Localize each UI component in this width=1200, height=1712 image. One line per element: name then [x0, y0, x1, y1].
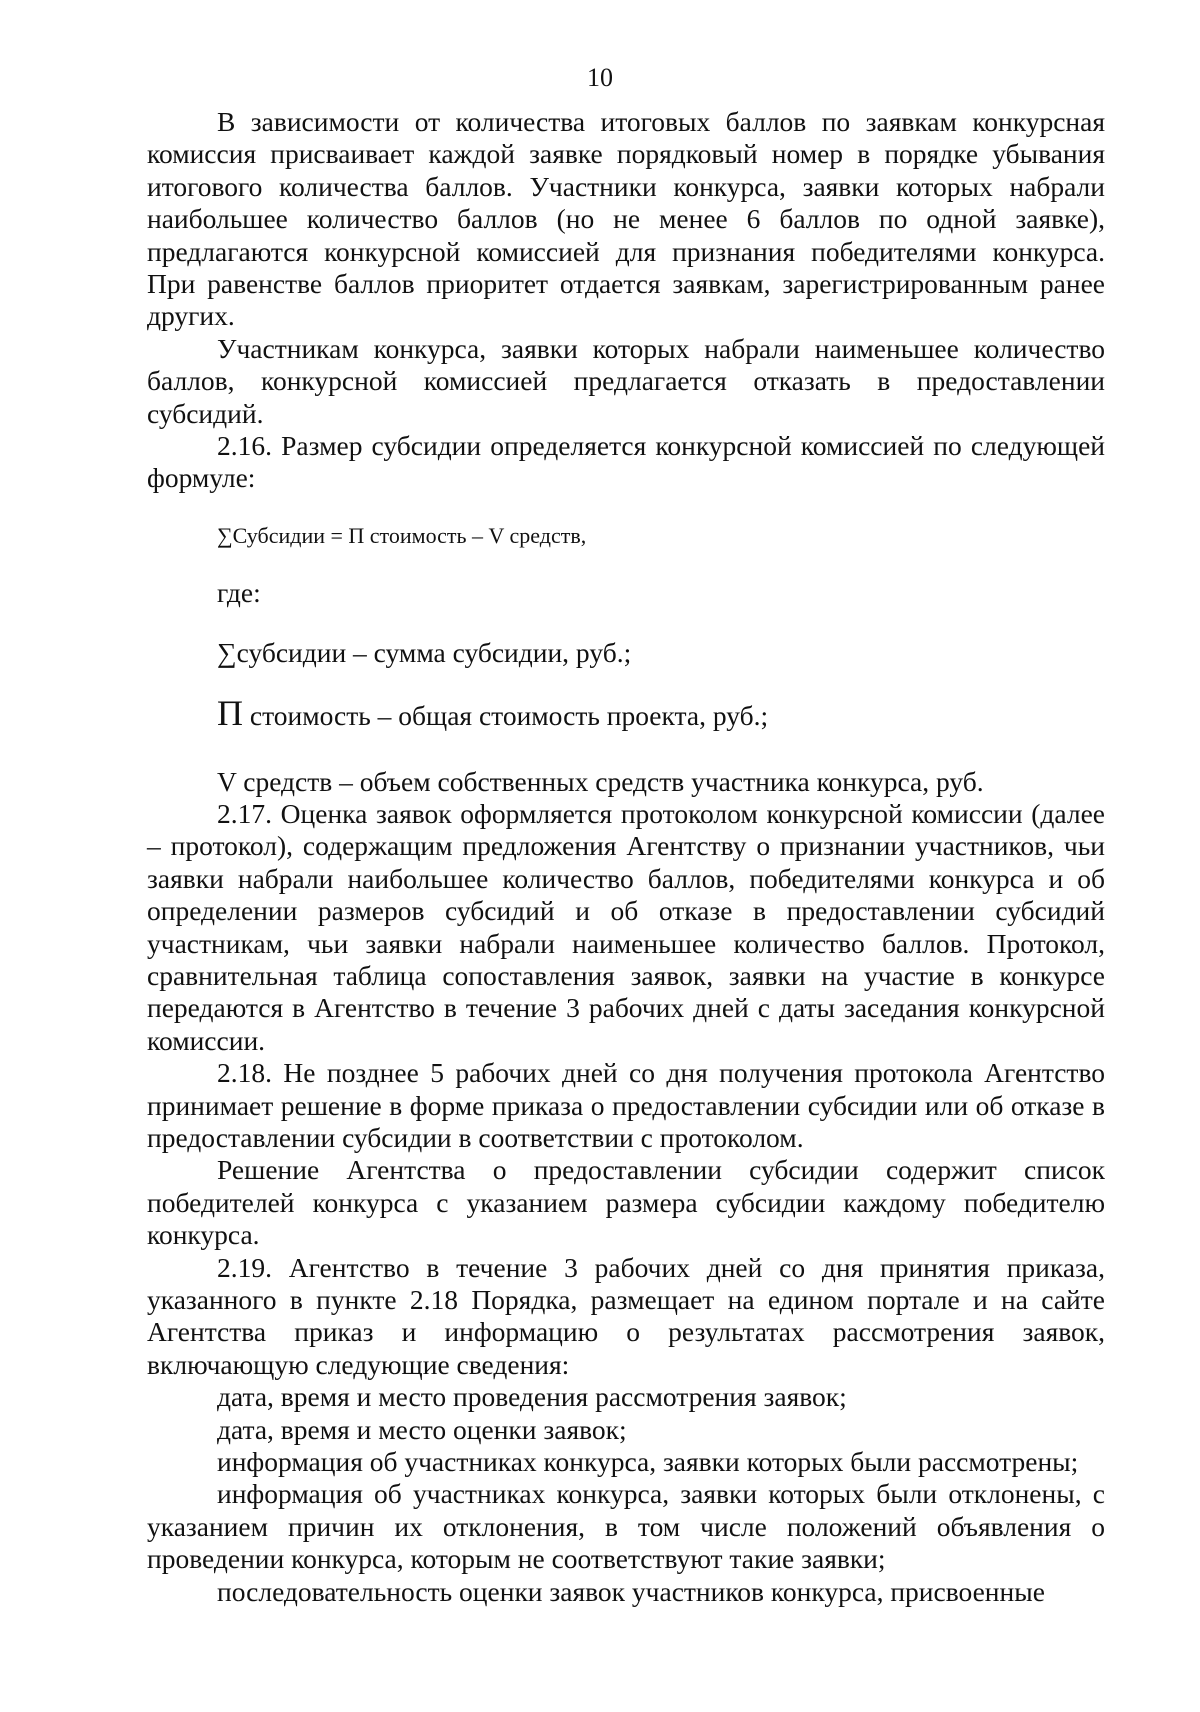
page-number: 10 [587, 63, 613, 92]
sum-symbol: ∑ [217, 636, 237, 668]
formula-def-cost [217, 692, 1105, 733]
list-item: дата, время и место оценки заявок; [217, 1413, 627, 1445]
formula-def-cost-text: стоимость – общая стоимость проекта, руб.; [243, 699, 769, 731]
paragraph-2-18: 2.18. Не позднее 5 рабочих дней со дня получения протокола Агентство принимает решение в форме приказа о предоставлении субсидии или об отказе в предоставлении субсидии в соответствии с протоколом. [147, 1057, 1105, 1153]
paragraph-2-17: 2.17. Оценка заявок оформляется протоколом конкурсной комиссии (далее – протокол), содержащим предложения Агентству о признании участников, чьи заявки набрали наибольшее количество баллов, победителями конкурса и об определении размеров субсидий и об отказе в предоставлении субсидий участникам, чьи заявки набрали наименьшее количество баллов. Протокол, сравнительная таблица сопоставления заявок, заявки на участие в конкурсе передаются в Агентство в течение 3 рабочих дней с даты заседания конкурсной комиссии. [147, 797, 1105, 1056]
formula-def-sum-text: субсидии – сумма субсидии, руб.; [236, 636, 632, 668]
subsidy-formula: ∑Субсидии = П стоимость – V средств, [217, 522, 587, 548]
cost-symbol: П [217, 692, 243, 733]
paragraph-refusal: Участникам конкурса, заявки которых набрали наименьшее количество баллов, конкурсной комиссией предлагается отказать в предоставлении субсидий. [147, 332, 1105, 429]
list-item: последовательность оценки заявок участников конкурса, присвоенные [217, 1575, 1045, 1607]
formula-def-volume: V средств – объем собственных средств участника конкурса, руб. [217, 765, 984, 797]
paragraph-decision: Решение Агентства о предоставлении субсидии содержит список победителей конкурса с указанием размера субсидии каждому победителю конкурса. [147, 1154, 1105, 1251]
paragraph-2-19: 2.19. Агентство в течение 3 рабочих дней со дня принятия приказа, указанного в пункте 2.18 Порядка, размещает на едином портале и на сайте Агентства приказ и информацию о результатах рассмотрения заявок, включающую следующие сведения: [147, 1251, 1105, 1380]
list-item: информация об участниках конкурса, заявки которых были отклонены, с указанием причин их отклонения, в том числе положений объявления о проведении конкурса, которым не соответствуют такие заявки; [147, 1478, 1105, 1575]
document-body [147, 106, 1105, 1608]
formula-def-sum [217, 637, 1105, 669]
paragraph-2-16: 2.16. Размер субсидии определяется конкурсной комиссией по следующей формуле: [147, 430, 1105, 494]
list-item: дата, время и место проведения рассмотрения заявок; [217, 1381, 847, 1413]
list-item: информация об участниках конкурса, заявки которых были рассмотрены; [217, 1446, 1079, 1477]
paragraph-ranking: В зависимости от количества итоговых баллов по заявкам конкурсная комиссия присваивает каждой заявке порядковый номер в порядке убывания итогового количества баллов. Участники конкурса, заявки которых набрали наибольшее количество баллов (но не менее 6 баллов по одной заявке), предлагаются конкурсной комиссией для признания победителями конкурса. При равенстве баллов приоритет отдается заявкам, зарегистрированным ранее других. [147, 106, 1105, 332]
formula-block [147, 521, 1105, 798]
formula-where-label: где: [217, 576, 261, 608]
